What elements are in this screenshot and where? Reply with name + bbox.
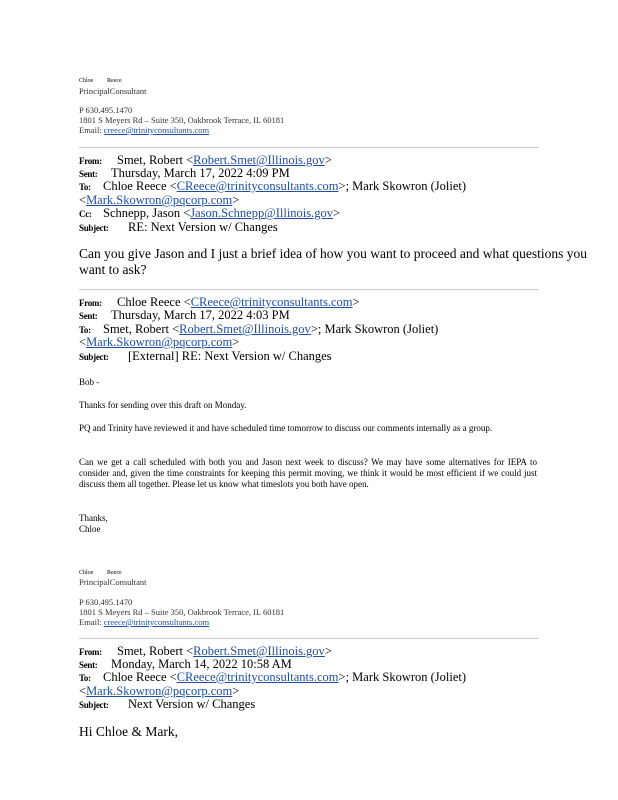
sig-title: PrincipalConsultant (79, 86, 147, 96)
cc-end: > (333, 206, 341, 220)
sig-email-line (79, 125, 209, 135)
paragraph: PQ and Trinity have reviewed it and have scheduled time tomorrow to discuss our comments internally as a group. (79, 423, 493, 433)
to-mid: >; Mark Skowron (Joliet) (338, 179, 467, 193)
from-end: > (352, 295, 360, 309)
sig-email-label: Email: (79, 617, 102, 627)
subject-label: Subject: (79, 700, 109, 710)
email-body-3-greeting: Hi Chloe & Mark, (79, 724, 178, 739)
sent-label: Sent: (79, 169, 98, 179)
sig-email-link[interactable]: creece@trinityconsultants.com (103, 125, 210, 135)
cc-label: Cc: (79, 209, 92, 219)
subject-row (79, 218, 278, 236)
sig-name-last: Reece (107, 570, 122, 576)
to-mid: >; Mark Skowron (Joliet) (338, 670, 467, 684)
sig-address: 1801 S Meyers Rd – Suite 350, Oakbrook Terrace, IL 60181 (79, 607, 285, 617)
sent-date: Monday, March 14, 2022 10:58 AM (111, 657, 292, 671)
from-email-link[interactable]: Robert.Smet@Illinois.gov (193, 644, 325, 658)
sent-date: Thursday, March 17, 2022 4:09 PM (111, 166, 290, 180)
from-end: > (324, 644, 332, 658)
subject-text: [External] RE: Next Version w/ Changes (128, 349, 332, 363)
from-label: From: (79, 647, 102, 657)
sig-name-last: Reece (107, 78, 122, 84)
subject-label: Subject: (79, 223, 109, 233)
subject-label: Subject: (79, 352, 109, 362)
subject-row (79, 347, 332, 365)
from-label: From: (79, 156, 102, 166)
email-body-1: Can you give Jason and I just a brief idea of how you want to proceed and what questions you want to ask? (79, 246, 588, 277)
to-name: Smet, Robert < (103, 322, 180, 336)
to-label: To: (79, 182, 91, 192)
from-name: Smet, Robert < (117, 153, 194, 167)
sig-phone: P 630.495.1470 (79, 105, 133, 115)
to2-pre: < (79, 193, 87, 207)
to-label: To: (79, 325, 91, 335)
sig-name-first: Chloe (79, 570, 94, 576)
to2-end: > (232, 684, 240, 698)
closing: Thanks, (79, 513, 108, 523)
to2-pre: < (79, 684, 87, 698)
sent-date: Thursday, March 17, 2022 4:03 PM (111, 308, 290, 322)
from-name: Smet, Robert < (117, 644, 194, 658)
sig-name-first: Chloe (79, 78, 94, 84)
to2-email-link[interactable]: Mark.Skowron@pqcorp.com (86, 684, 233, 698)
to-email-link[interactable]: CReece@trinityconsultants.com (176, 670, 339, 684)
sig-title: PrincipalConsultant (79, 577, 147, 587)
greeting: Bob - (79, 377, 100, 387)
to-email-link[interactable]: CReece@trinityconsultants.com (176, 179, 339, 193)
to2-end: > (232, 193, 240, 207)
sent-label: Sent: (79, 311, 98, 321)
sig-email-link[interactable]: creece@trinityconsultants.com (103, 617, 210, 627)
to-label: To: (79, 673, 91, 683)
from-label: From: (79, 298, 102, 308)
to2-pre: < (79, 335, 87, 349)
signoff-name: Chloe (79, 524, 101, 534)
from-name: Chloe Reece < (117, 295, 191, 309)
cc-name: Schnepp, Jason < (103, 206, 191, 220)
sent-label: Sent: (79, 660, 98, 670)
paragraph: Can we get a call scheduled with both you and Jason next week to discuss? We may have some alternatives for IEPA to consider and, given the time constraints for keeping this permit moving, we think it would be most efficient if we could just discuss them all together. Please let us know what timeslots you both have open. (79, 457, 537, 489)
sig-address: 1801 S Meyers Rd – Suite 350, Oakbrook Terrace, IL 60181 (79, 115, 285, 125)
from-end: > (324, 153, 332, 167)
divider (79, 638, 539, 639)
to-mid: >; Mark Skowron (Joliet) (310, 322, 439, 336)
to2-email-link[interactable]: Mark.Skowron@pqcorp.com (86, 335, 233, 349)
to-name: Chloe Reece < (103, 670, 177, 684)
sig-email-line (79, 617, 209, 627)
sig-email-label: Email: (79, 125, 102, 135)
to-name: Chloe Reece < (103, 179, 177, 193)
subject-text: Next Version w/ Changes (128, 697, 256, 711)
subject-row (79, 695, 255, 713)
from-email-link[interactable]: Robert.Smet@Illinois.gov (193, 153, 325, 167)
cc-email-link[interactable]: Jason.Schnepp@Illinois.gov (190, 206, 334, 220)
subject-text: RE: Next Version w/ Changes (128, 220, 278, 234)
divider (79, 147, 539, 148)
from-email-link[interactable]: CReece@trinityconsultants.com (190, 295, 353, 309)
to2-email-link[interactable]: Mark.Skowron@pqcorp.com (86, 193, 233, 207)
to2-end: > (232, 335, 240, 349)
sig-phone: P 630.495.1470 (79, 597, 133, 607)
paragraph: Thanks for sending over this draft on Monday. (79, 400, 247, 410)
divider (79, 289, 539, 290)
to-email-link[interactable]: Robert.Smet@Illinois.gov (179, 322, 311, 336)
